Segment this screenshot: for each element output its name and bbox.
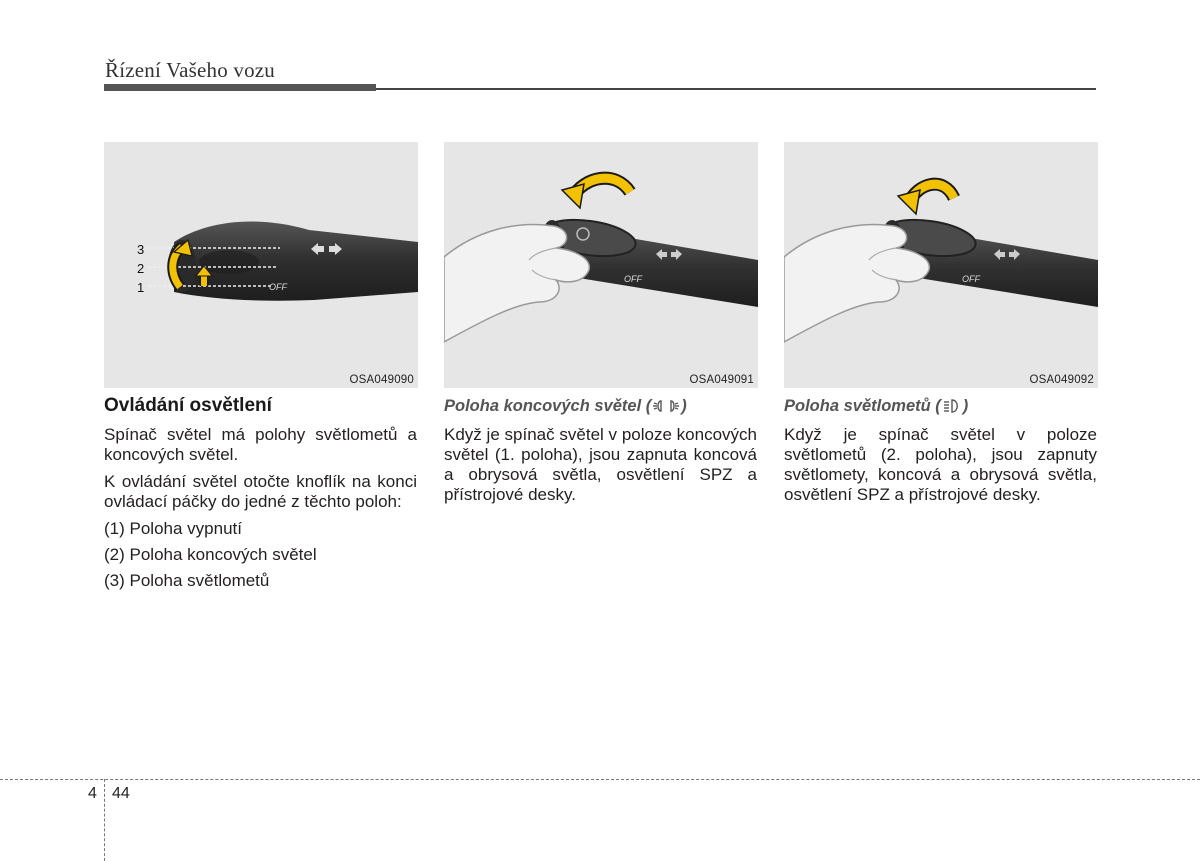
off-label: OFF — [269, 282, 287, 292]
section-heading — [784, 396, 1097, 419]
heading-text: Poloha koncových světel ( — [444, 397, 652, 415]
heading-text-suffix: ) — [962, 397, 969, 415]
footer-dashed-divider — [104, 779, 105, 861]
tail-light-icon — [652, 398, 680, 419]
figure-code: OSA049092 — [1029, 374, 1094, 386]
off-label: OFF — [962, 274, 980, 284]
headlight-icon — [942, 398, 962, 419]
hand-stalk-illustration — [784, 142, 1098, 388]
figure-code: OSA049091 — [689, 374, 754, 386]
hand-stalk-illustration — [444, 142, 758, 388]
position-label-1: 1 — [137, 280, 145, 295]
figure-tail-light-position — [444, 142, 758, 388]
chapter-number: 4 — [88, 785, 97, 802]
heading-text-suffix: ) — [681, 397, 687, 415]
off-label: OFF — [624, 274, 642, 284]
list-item: (2) Poloha koncových světel — [104, 545, 317, 564]
position-label-2: 2 — [137, 261, 145, 276]
section-headlight-position — [784, 394, 1097, 512]
paragraph: Když je spínač světel v poloze světlometů (2. poloha), jsou zapnuty světlomety, koncová a obrysová světla, osvětlení SPZ a přístrojové desky. — [784, 425, 1097, 504]
list-item: (3) Poloha světlometů — [104, 571, 270, 590]
position-label-3: 3 — [137, 242, 145, 257]
section-tail-light-position — [444, 394, 757, 512]
header-rule-thin — [376, 88, 1096, 90]
heading-text: Poloha světlometů ( — [784, 397, 941, 415]
stalk-illustration — [104, 142, 418, 388]
section-lighting-control — [104, 394, 417, 597]
section-heading: Ovládání osvětlení — [104, 395, 272, 416]
paragraph: Spínač světel má polohy světlometů a koncových světel. — [104, 425, 417, 464]
header-rule-thick — [104, 84, 376, 91]
figure-stalk-positions — [104, 142, 418, 388]
section-heading — [444, 396, 757, 419]
figure-code: OSA049090 — [349, 374, 414, 386]
paragraph: K ovládání světel otočte knoflík na konci ovládací páčky do jedné z těchto poloh: — [104, 472, 417, 511]
footer-dashed-rule — [0, 779, 1200, 780]
paragraph: Když je spínač světel v poloze koncových světel (1. poloha), jsou zapnuta koncová a obrysová světla, osvětlení SPZ a přístrojové desky. — [444, 425, 757, 504]
page-header-title: Řízení Vašeho vozu — [105, 58, 276, 82]
page-number: 44 — [112, 785, 130, 802]
list-item: (1) Poloha vypnutí — [104, 519, 242, 538]
figure-headlight-position — [784, 142, 1098, 388]
